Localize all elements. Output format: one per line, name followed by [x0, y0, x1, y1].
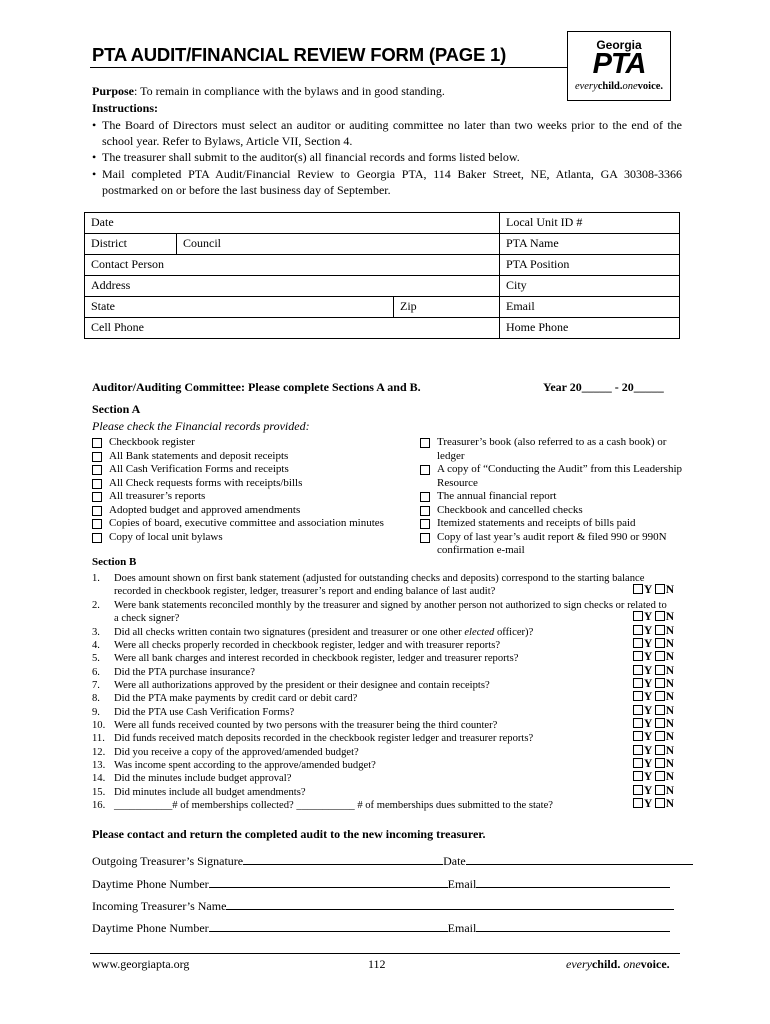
- email-line[interactable]: [476, 875, 670, 888]
- yes-checkbox-icon[interactable]: [633, 611, 643, 621]
- footer-tag-one: one: [620, 957, 641, 971]
- question-text-part: officer)?: [494, 627, 534, 638]
- no-checkbox-icon[interactable]: [655, 651, 665, 661]
- instruction-2: [92, 149, 682, 165]
- instructions-label: Instructions:: [92, 101, 159, 115]
- yes-checkbox-icon[interactable]: [633, 691, 643, 701]
- yes-checkbox-icon[interactable]: [633, 678, 643, 688]
- field-home-phone[interactable]: Home Phone: [500, 318, 680, 339]
- yes-no-options: [633, 758, 674, 771]
- no-label: N: [665, 611, 675, 623]
- field-date[interactable]: Date: [85, 213, 500, 234]
- yes-checkbox-icon[interactable]: [633, 745, 643, 755]
- incoming-name-label: Incoming Treasurer’s Name: [92, 899, 227, 913]
- no-checkbox-icon[interactable]: [655, 798, 665, 808]
- field-local-unit-id[interactable]: Local Unit ID #: [500, 213, 680, 234]
- yes-label: Y: [644, 771, 652, 783]
- instruction-1-text: The Board of Directors must select an auditor or auditing committee no later than two weeks prior to the end of the school year. Refer to Bylaws, Article VII, Section 4.: [102, 118, 682, 148]
- checkbox-icon[interactable]: [92, 519, 102, 529]
- no-checkbox-icon[interactable]: [655, 611, 665, 621]
- instruction-3: [92, 166, 682, 198]
- no-label: N: [665, 718, 675, 730]
- year-field[interactable]: Year 20_____ - 20_____: [543, 380, 664, 394]
- email-label: Email: [447, 921, 477, 935]
- question-text: Were all checks properly recorded in checkbook register, ledger and with treasurer reports?: [114, 640, 501, 651]
- no-label: N: [665, 665, 675, 677]
- daytime-phone-label: Daytime Phone Number: [92, 921, 209, 935]
- record-checkbox[interactable]: [92, 531, 402, 545]
- field-cell-phone[interactable]: Cell Phone: [85, 318, 500, 339]
- yes-checkbox-icon[interactable]: [633, 798, 643, 808]
- checkbox-icon[interactable]: [92, 506, 102, 516]
- yes-checkbox-icon[interactable]: [633, 625, 643, 635]
- question-text: Were all funds received counted by two persons with the treasurer being the third counter?: [114, 720, 498, 731]
- date-label: Date: [443, 854, 466, 868]
- yes-label: Y: [644, 691, 652, 703]
- logo-tag-child: child.: [597, 81, 623, 92]
- yes-label: Y: [644, 625, 652, 637]
- question-text: Does amount shown on first bank statement (adjusted for outstanding checks and deposits) correspond to the starting balance recorded in checkbook register, ledger, treasurer’s report and ending balance of last audit?: [114, 573, 645, 598]
- yes-checkbox-icon[interactable]: [633, 651, 643, 661]
- daytime-phone-row-1: [92, 875, 670, 892]
- yes-label: Y: [644, 745, 652, 757]
- question-text: Was income spent according to the approve/amended budget?: [114, 760, 376, 771]
- logo-state: Georgia: [596, 38, 642, 52]
- checkbox-icon[interactable]: [420, 519, 430, 529]
- yes-no-options: [633, 584, 674, 597]
- question-text: Did the PTA purchase insurance?: [114, 667, 255, 678]
- section-a-subtitle: Please check the Financial records provided:: [92, 419, 310, 433]
- yes-checkbox-icon[interactable]: [633, 785, 643, 795]
- yes-label: Y: [644, 678, 652, 690]
- question-number: 2.: [92, 600, 100, 611]
- no-checkbox-icon[interactable]: [655, 758, 665, 768]
- yes-checkbox-icon[interactable]: [633, 705, 643, 715]
- no-label: N: [665, 651, 675, 663]
- yes-no-options: [633, 678, 674, 691]
- yes-label: Y: [644, 758, 652, 770]
- logo-tag-every: every: [574, 81, 598, 92]
- yes-label: Y: [644, 785, 652, 797]
- record-label: Treasurer’s book (also referred to as a cash book) or ledger: [437, 436, 667, 462]
- checkbox-icon[interactable]: [92, 533, 102, 543]
- no-label: N: [665, 638, 675, 650]
- yes-checkbox-icon[interactable]: [633, 718, 643, 728]
- no-checkbox-icon[interactable]: [655, 678, 665, 688]
- no-checkbox-icon[interactable]: [655, 584, 665, 594]
- record-checkbox[interactable]: [92, 517, 402, 531]
- outgoing-signature-row: [92, 852, 693, 869]
- yes-label: Y: [644, 665, 652, 677]
- question-number: 5.: [92, 653, 100, 664]
- field-zip[interactable]: Zip: [394, 297, 500, 318]
- yes-checkbox-icon[interactable]: [633, 665, 643, 675]
- question-number: 14.: [92, 773, 106, 784]
- yes-checkbox-icon[interactable]: [633, 758, 643, 768]
- purpose-label: Purpose: [92, 84, 134, 98]
- purpose: [92, 83, 445, 99]
- no-label: N: [665, 625, 675, 637]
- yes-label: Y: [644, 731, 652, 743]
- logo-tagline: [568, 81, 670, 92]
- question-text: [114, 626, 674, 639]
- instruction-2-text: The treasurer shall submit to the auditor(s) all financial records and forms listed below.: [102, 150, 520, 164]
- checkbox-icon[interactable]: [92, 438, 102, 448]
- record-label: Copy of last year’s audit report & filed 990 or 990N confirmation e-mail: [437, 530, 667, 556]
- yes-no-options: [633, 705, 674, 718]
- question-text: Did the PTA make payments by credit card or debit card?: [114, 693, 358, 704]
- record-label: Copy of local unit bylaws: [109, 530, 223, 543]
- daytime-phone-line[interactable]: [209, 919, 448, 932]
- contact-heading: Please contact and return the completed audit to the new incoming treasurer.: [92, 827, 486, 841]
- yes-label: Y: [644, 611, 652, 623]
- yes-label: Y: [644, 705, 652, 717]
- bullet-icon: •: [92, 167, 97, 181]
- field-district[interactable]: District: [85, 234, 177, 255]
- question-number: 15.: [92, 787, 106, 798]
- no-label: N: [665, 691, 675, 703]
- question-text: Did the PTA use Cash Verification Forms?: [114, 707, 295, 718]
- info-table: [84, 212, 680, 339]
- title-rule: [90, 67, 568, 68]
- field-city[interactable]: City: [500, 276, 680, 297]
- record-label: Checkbook register: [109, 436, 195, 448]
- question-number: 9.: [92, 707, 100, 718]
- checkbox-icon[interactable]: [420, 506, 430, 516]
- instruction-3-text: Mail completed PTA Audit/Financial Review to Georgia PTA, 114 Baker Street, NE, Atlanta, GA 30308-3366 postmarked on or before the last business day of September.: [102, 167, 682, 197]
- field-council[interactable]: Council: [177, 234, 500, 255]
- field-pta-name[interactable]: PTA Name: [500, 234, 680, 255]
- yes-no-options: [633, 665, 674, 678]
- record-checkbox[interactable]: [420, 531, 685, 558]
- question-number: 11.: [92, 733, 105, 744]
- incoming-name-line[interactable]: [226, 897, 674, 910]
- yes-no-options: [633, 785, 674, 798]
- record-label: A copy of “Conducting the Audit” from this Leadership Resource: [437, 463, 683, 489]
- outgoing-signature-line[interactable]: [243, 852, 443, 865]
- question-text: Did the minutes include budget approval?: [114, 773, 292, 784]
- no-checkbox-icon[interactable]: [655, 691, 665, 701]
- email-line[interactable]: [476, 919, 670, 932]
- field-pta-position[interactable]: PTA Position: [500, 255, 680, 276]
- checkbox-icon[interactable]: [420, 533, 430, 543]
- checkbox-icon[interactable]: [420, 438, 430, 448]
- yes-label: Y: [644, 718, 652, 730]
- footer-rule: [90, 953, 680, 954]
- no-label: N: [665, 584, 675, 596]
- question-number: 4.: [92, 640, 100, 651]
- no-checkbox-icon[interactable]: [655, 638, 665, 648]
- no-label: N: [665, 798, 675, 810]
- yes-label: Y: [644, 651, 652, 663]
- no-label: N: [665, 758, 675, 770]
- record-label: Copies of board, executive committee and association minutes: [109, 517, 384, 529]
- logo-pta: PTA: [592, 48, 646, 80]
- question-text: Were bank statements reconciled monthly by the treasurer and signed by another person not authorized to sign checks or related to a check signer?: [114, 600, 667, 625]
- record-label: All Check requests forms with receipts/bills: [109, 476, 303, 489]
- field-email[interactable]: Email: [500, 297, 680, 318]
- yes-label: Y: [644, 584, 652, 596]
- record-label: All treasurer’s reports: [109, 490, 206, 502]
- question-text: ___________# of memberships collected? ___________ # of memberships dues submitted to the state?: [114, 800, 553, 811]
- section-b-title: Section B: [92, 556, 137, 568]
- checkbox-icon[interactable]: [420, 465, 430, 475]
- outgoing-signature-label: Outgoing Treasurer’s Signature: [92, 854, 244, 868]
- question-number: 1.: [92, 573, 100, 584]
- question-text-part: Did all checks written contain two signatures (president and treasurer or one other: [114, 627, 465, 638]
- yes-no-options: [633, 745, 674, 758]
- no-checkbox-icon[interactable]: [655, 745, 665, 755]
- yes-no-options: [633, 611, 674, 624]
- checkbox-icon[interactable]: [420, 492, 430, 502]
- question-text: Did funds received match deposits recorded in the checkbook register ledger and treasurer reports?: [114, 733, 534, 744]
- page-title: PTA AUDIT/FINANCIAL REVIEW FORM (PAGE 1): [92, 44, 507, 65]
- no-checkbox-icon[interactable]: [655, 705, 665, 715]
- yes-no-options: [633, 798, 674, 811]
- footer-page-number: 112: [368, 957, 386, 971]
- field-state[interactable]: State: [85, 297, 394, 318]
- record-label: Adopted budget and approved amendments: [109, 503, 301, 516]
- question-number: 8.: [92, 693, 100, 704]
- no-checkbox-icon[interactable]: [655, 785, 665, 795]
- footer-tag-voice: voice.: [640, 957, 670, 971]
- question-number: 12.: [92, 747, 106, 758]
- record-checkbox[interactable]: [420, 436, 685, 463]
- yes-checkbox-icon[interactable]: [633, 584, 643, 594]
- instruction-1: [92, 117, 682, 149]
- question-text-emphasis: elected: [464, 627, 495, 638]
- record-checkbox[interactable]: [92, 463, 402, 477]
- yes-checkbox-icon[interactable]: [633, 638, 643, 648]
- record-label: All Bank statements and deposit receipts: [109, 449, 289, 462]
- no-checkbox-icon[interactable]: [655, 625, 665, 635]
- record-checkbox[interactable]: [92, 504, 402, 518]
- field-address[interactable]: Address: [85, 276, 500, 297]
- yes-no-options: [633, 718, 674, 731]
- question-number: 6.: [92, 667, 100, 678]
- yes-checkbox-icon[interactable]: [633, 771, 643, 781]
- no-checkbox-icon[interactable]: [655, 731, 665, 741]
- yes-no-options: [633, 771, 674, 784]
- checkbox-icon[interactable]: [92, 479, 102, 489]
- daytime-phone-label: Daytime Phone Number: [92, 877, 209, 891]
- record-checkbox[interactable]: [420, 504, 685, 518]
- yes-label: Y: [644, 798, 652, 810]
- daytime-phone-line[interactable]: [209, 875, 448, 888]
- no-checkbox-icon[interactable]: [655, 718, 665, 728]
- date-line[interactable]: [466, 852, 693, 865]
- record-checkbox[interactable]: [420, 517, 685, 531]
- yes-no-options: [633, 625, 674, 638]
- footer-tag-child: child.: [591, 957, 621, 971]
- record-checkbox[interactable]: [92, 450, 402, 464]
- footer-website: www.georgiapta.org: [92, 957, 190, 971]
- question-text: Did minutes include all budget amendments?: [114, 787, 306, 798]
- yes-checkbox-icon[interactable]: [633, 731, 643, 741]
- no-label: N: [665, 705, 675, 717]
- record-label: Itemized statements and receipts of bills paid: [437, 517, 636, 529]
- no-label: N: [665, 678, 675, 690]
- record-checkbox[interactable]: [420, 490, 685, 504]
- yes-no-options: [633, 731, 674, 744]
- record-checkbox[interactable]: [92, 490, 402, 504]
- question-number: 13.: [92, 760, 106, 771]
- no-checkbox-icon[interactable]: [655, 771, 665, 781]
- record-label: All Cash Verification Forms and receipts: [109, 463, 289, 475]
- section-b-questions: [92, 572, 692, 817]
- georgia-pta-logo: [567, 31, 671, 101]
- yes-no-options: [633, 651, 674, 664]
- auditor-heading: Auditor/Auditing Committee: Please complete Sections A and B.: [92, 380, 421, 394]
- question-text: Were all bank charges and interest recorded in checkbook register, ledger and treasurer reports?: [114, 653, 519, 664]
- question-number: 16.: [92, 800, 106, 811]
- record-checkbox[interactable]: [420, 463, 685, 490]
- record-label: Checkbook and cancelled checks: [437, 503, 583, 516]
- no-checkbox-icon[interactable]: [655, 665, 665, 675]
- section-a-title: Section A: [92, 402, 141, 416]
- no-label: N: [665, 731, 675, 743]
- bullet-icon: •: [92, 150, 97, 164]
- logo-tag-one: one: [622, 81, 638, 92]
- checkbox-icon[interactable]: [92, 465, 102, 475]
- question-text: Were all authorizations approved by the president or their designee and contain receipts?: [114, 680, 490, 691]
- checkbox-icon[interactable]: [92, 452, 102, 462]
- yes-no-options: [633, 638, 674, 651]
- record-label: The annual financial report: [437, 490, 557, 502]
- no-label: N: [665, 785, 675, 797]
- checkbox-icon[interactable]: [92, 492, 102, 502]
- incoming-name-row: [92, 897, 674, 914]
- yes-no-options: [633, 691, 674, 704]
- record-checkbox[interactable]: [92, 436, 402, 450]
- email-label: Email: [447, 877, 477, 891]
- question-number: 7.: [92, 680, 100, 691]
- section-a-left-list: [92, 436, 402, 544]
- section-a-right-list: [420, 436, 685, 558]
- no-label: N: [665, 745, 675, 757]
- footer-tagline: [566, 957, 670, 972]
- purpose-text: : To remain in compliance with the bylaws and in good standing.: [134, 84, 445, 98]
- yes-label: Y: [644, 638, 652, 650]
- logo-tag-voice: voice.: [637, 81, 664, 92]
- no-label: N: [665, 771, 675, 783]
- field-contact-person[interactable]: Contact Person: [85, 255, 500, 276]
- daytime-phone-row-2: [92, 919, 670, 936]
- footer-tag-every: every: [566, 957, 592, 971]
- record-checkbox[interactable]: [92, 477, 402, 491]
- question-number: 3.: [92, 627, 100, 638]
- question-number: 10.: [92, 720, 106, 731]
- question-text: Did you receive a copy of the approved/amended budget?: [114, 747, 359, 758]
- bullet-icon: •: [92, 118, 97, 132]
